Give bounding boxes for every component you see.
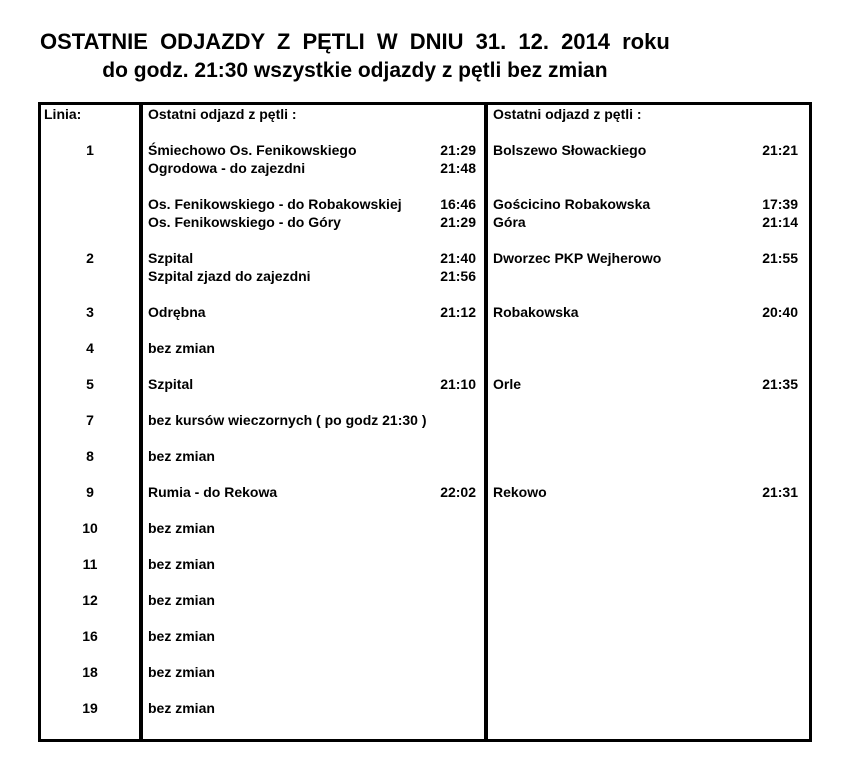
right-entries xyxy=(488,591,809,627)
departure-time: 16:46 xyxy=(440,196,476,212)
entry-line xyxy=(148,249,476,267)
destination-label: Orle xyxy=(493,376,522,392)
destination-label: Bolszewo Słowackiego xyxy=(493,142,647,158)
entry-line xyxy=(148,303,476,321)
table-row xyxy=(41,447,809,483)
entry-line xyxy=(148,627,476,645)
entry-line xyxy=(493,303,798,321)
left-entries xyxy=(143,141,488,249)
left-entries xyxy=(143,699,488,735)
right-entries xyxy=(488,555,809,591)
line-number: 1 xyxy=(41,141,143,249)
right-entries xyxy=(488,519,809,555)
filler-right-cell xyxy=(488,735,809,739)
destination-label: Robakowska xyxy=(493,304,579,320)
entry-line xyxy=(493,375,798,393)
entry-line xyxy=(148,339,476,357)
destination-label: Szpital xyxy=(148,376,194,392)
filler-line-cell xyxy=(41,735,143,739)
right-entries xyxy=(488,447,809,483)
table-row xyxy=(41,375,809,411)
left-entries xyxy=(143,663,488,699)
right-entries xyxy=(488,303,809,339)
table-row xyxy=(41,141,809,249)
destination-label: Rekowo xyxy=(493,484,547,500)
line-number: 4 xyxy=(41,339,143,375)
destination-label xyxy=(493,411,497,429)
destination-label: bez zmian xyxy=(148,556,215,572)
table-filler-row xyxy=(41,735,809,739)
table-header-row xyxy=(41,105,809,141)
destination-label: bez zmian xyxy=(148,628,215,644)
table-row xyxy=(41,303,809,339)
departure-time: 22:02 xyxy=(440,484,476,500)
entry-line xyxy=(493,339,798,357)
entry-line xyxy=(493,141,798,159)
line-number: 3 xyxy=(41,303,143,339)
line-number: 11 xyxy=(41,555,143,591)
left-entries xyxy=(143,339,488,375)
header-right-column: Ostatni odjazd z pętli : xyxy=(493,106,642,122)
destination-label: bez zmian xyxy=(148,448,215,464)
right-entries xyxy=(488,249,809,303)
destination-label: bez zmian xyxy=(148,340,215,356)
header-left-column: Ostatni odjazd z pętli : xyxy=(143,105,488,141)
entry-line xyxy=(493,411,798,429)
title-line-1: OSTATNIE ODJAZDY Z PĘTLI W DNIU 31. 12. 2014 roku xyxy=(40,29,670,54)
entry-line xyxy=(493,213,798,231)
departure-time: 21:56 xyxy=(440,268,476,284)
entry-line xyxy=(493,195,798,213)
table-row xyxy=(41,249,809,303)
entry-line xyxy=(493,555,798,573)
entry-line xyxy=(493,591,798,609)
right-entries xyxy=(488,141,809,249)
entry-line xyxy=(148,213,476,231)
entry-line xyxy=(148,177,476,195)
left-entries xyxy=(143,447,488,483)
table-row xyxy=(41,663,809,699)
filler-left-cell xyxy=(143,735,488,739)
departure-time: 21:29 xyxy=(440,142,476,158)
entry-line xyxy=(493,663,798,681)
right-entries xyxy=(488,663,809,699)
table-row xyxy=(41,591,809,627)
destination-label xyxy=(493,699,497,717)
right-entries xyxy=(488,339,809,375)
entry-line xyxy=(148,699,476,717)
departures-table xyxy=(38,102,812,742)
departure-time: 21:55 xyxy=(762,250,798,266)
line-number: 16 xyxy=(41,627,143,663)
page-title xyxy=(40,28,670,84)
destination-label: Gościcino Robakowska xyxy=(493,196,651,212)
table-row xyxy=(41,519,809,555)
departure-time: 20:40 xyxy=(762,304,798,320)
destination-label: Góra xyxy=(493,214,526,230)
header-line-column: Linia: xyxy=(41,105,143,141)
left-entries xyxy=(143,483,488,519)
line-number: 19 xyxy=(41,699,143,735)
destination-label: Dworzec PKP Wejherowo xyxy=(493,250,662,266)
entry-line xyxy=(148,591,476,609)
left-entries xyxy=(143,303,488,339)
line-number: 10 xyxy=(41,519,143,555)
destination-label: Ogrodowa - do zajezdni xyxy=(148,160,306,176)
left-entries xyxy=(143,627,488,663)
entry-line xyxy=(148,267,476,285)
destination-label xyxy=(493,627,497,645)
destination-label xyxy=(493,519,497,537)
entry-line xyxy=(493,249,798,267)
table-row xyxy=(41,339,809,375)
table-row xyxy=(41,699,809,735)
line-number: 7 xyxy=(41,411,143,447)
destination-label: Odrębna xyxy=(148,304,206,320)
table-row xyxy=(41,627,809,663)
destination-label xyxy=(493,555,497,573)
destination-label: Os. Fenikowskiego - do Góry xyxy=(148,214,341,230)
departure-time: 21:14 xyxy=(762,214,798,230)
line-number: 2 xyxy=(41,249,143,303)
destination-label xyxy=(493,447,497,465)
entry-line xyxy=(148,555,476,573)
table-row xyxy=(41,411,809,447)
entry-line xyxy=(493,159,798,177)
left-entries xyxy=(143,375,488,411)
destination-label xyxy=(493,159,497,177)
entry-line xyxy=(148,159,476,177)
left-entries xyxy=(143,249,488,303)
departure-time: 21:29 xyxy=(440,214,476,230)
departure-time: 21:21 xyxy=(762,142,798,158)
destination-label: bez zmian xyxy=(148,520,215,536)
entry-line xyxy=(148,375,476,393)
right-entries xyxy=(488,375,809,411)
right-entries xyxy=(488,411,809,447)
destination-label xyxy=(493,267,497,285)
entry-line xyxy=(148,447,476,465)
destination-label: bez kursów wieczornych ( po godz 21:30 ) xyxy=(148,412,427,428)
entry-line xyxy=(493,519,798,537)
line-number: 18 xyxy=(41,663,143,699)
line-number: 8 xyxy=(41,447,143,483)
departure-time: 21:35 xyxy=(762,376,798,392)
destination-label: bez zmian xyxy=(148,664,215,680)
right-entries xyxy=(488,627,809,663)
left-entries xyxy=(143,411,488,447)
destination-label: bez zmian xyxy=(148,700,215,716)
line-number: 5 xyxy=(41,375,143,411)
destination-label xyxy=(493,591,497,609)
destination-label: Rumia - do Rekowa xyxy=(148,484,278,500)
entry-line xyxy=(148,519,476,537)
entry-line xyxy=(148,483,476,501)
title-line-2: do godz. 21:30 wszystkie odjazdy z pętli bez zmian xyxy=(102,59,608,82)
departure-time: 21:48 xyxy=(440,160,476,176)
right-entries xyxy=(488,483,809,519)
departure-time: 21:40 xyxy=(440,250,476,266)
destination-label xyxy=(148,177,152,195)
table-row xyxy=(41,483,809,519)
entry-line xyxy=(493,627,798,645)
departure-time: 21:10 xyxy=(440,376,476,392)
departure-time: 17:39 xyxy=(762,196,798,212)
line-number: 9 xyxy=(41,483,143,519)
destination-label: Szpital xyxy=(148,250,194,266)
right-entries xyxy=(488,699,809,735)
departure-time: 21:12 xyxy=(440,304,476,320)
entry-line xyxy=(493,699,798,717)
entry-line xyxy=(493,177,798,195)
entry-line xyxy=(148,411,476,429)
entry-line xyxy=(493,447,798,465)
line-number: 12 xyxy=(41,591,143,627)
left-entries xyxy=(143,519,488,555)
entry-line xyxy=(148,663,476,681)
entry-line xyxy=(493,483,798,501)
destination-label: Śmiechowo Os. Fenikowskiego xyxy=(148,142,357,158)
destination-label xyxy=(493,663,497,681)
destination-label xyxy=(493,339,497,357)
left-entries xyxy=(143,555,488,591)
left-entries xyxy=(143,591,488,627)
entry-line xyxy=(493,267,798,285)
entry-line xyxy=(148,195,476,213)
destination-label: bez zmian xyxy=(148,592,215,608)
destination-label: Szpital zjazd do zajezdni xyxy=(148,268,311,284)
departure-time: 21:31 xyxy=(762,484,798,500)
destination-label xyxy=(493,177,497,195)
entry-line xyxy=(148,141,476,159)
destination-label: Os. Fenikowskiego - do Robakowskiej xyxy=(148,196,402,212)
table-row xyxy=(41,555,809,591)
